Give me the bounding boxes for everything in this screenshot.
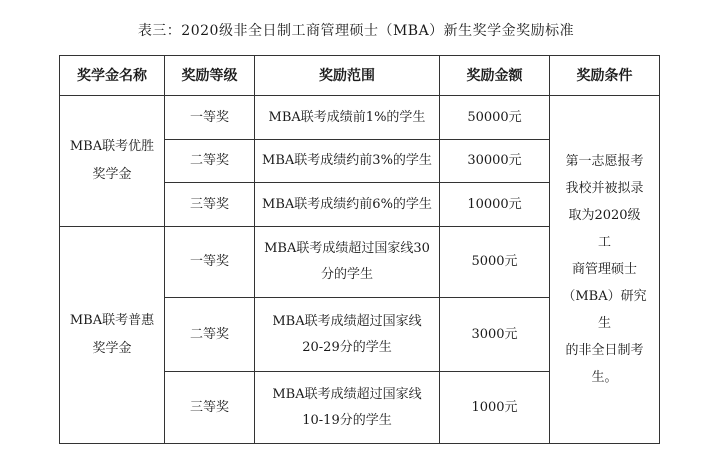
range-cell [255,226,440,298]
range-cell [255,96,440,139]
table-caption: 表三：2020级非全日制工商管理硕士（MBA）新生奖学金奖励标准 [137,23,575,39]
range-line: MBA联考成绩超过国家线30 [264,241,430,257]
range-cell [255,372,440,444]
range-line: 10-19分的学生 [302,412,392,428]
header-award-amount: 奖励金额 [440,56,550,96]
header-award-condition: 奖励条件 [550,56,660,96]
range-cell [255,298,440,372]
amount-cell: 50000元 [440,96,550,139]
range-line: MBA联考成绩前1%的学生 [268,109,426,125]
amount-cell: 30000元 [440,139,550,182]
condition-line: 我校并被拟录 [565,181,644,197]
amount-cell: 1000元 [440,372,550,444]
table-row [60,96,660,139]
scholarship-name-line: MBA联考优胜 [69,139,155,155]
level-cell: 一等奖 [165,226,255,298]
level-cell: 一等奖 [165,96,255,139]
scholarship-name-line: 奖学金 [92,340,132,356]
range-cell [255,183,440,226]
range-line: MBA联考成绩约前6%的学生 [262,196,432,212]
condition-line: （MBA）研究生 [562,289,647,332]
amount-cell: 5000元 [440,226,550,298]
amount-cell: 10000元 [440,183,550,226]
header-award-level: 奖励等级 [165,56,255,96]
level-cell: 三等奖 [165,183,255,226]
range-cell [255,139,440,182]
range-line: 分的学生 [320,267,373,283]
header-scholarship-name: 奖学金名称 [60,56,165,96]
condition-line: 第一志愿报考 [565,154,644,170]
condition-line: 生。 [591,370,618,386]
header-row [60,56,660,96]
amount-cell: 3000元 [440,298,550,372]
condition-line: 商管理硕士 [571,262,637,278]
condition-line: 的非全日制考 [565,343,644,359]
scholarship-name-line: 奖学金 [92,167,132,183]
header-award-range: 奖励范围 [255,56,440,96]
condition-cell [550,96,660,444]
level-cell: 三等奖 [165,372,255,444]
scholarship-name-line: MBA联考普惠 [69,312,155,328]
range-line: MBA联考成绩约前3%的学生 [262,153,432,169]
scholarship-table [59,55,660,444]
range-line: 20-29分的学生 [302,339,392,355]
condition-line: 取为2020级工 [568,208,641,251]
range-line: MBA联考成绩超过国家线 [272,386,422,402]
range-line: MBA联考成绩超过国家线 [272,313,422,329]
scholarship-name-cell [60,96,165,226]
level-cell: 二等奖 [165,139,255,182]
scholarship-name-cell [60,226,165,443]
level-cell: 二等奖 [165,298,255,372]
